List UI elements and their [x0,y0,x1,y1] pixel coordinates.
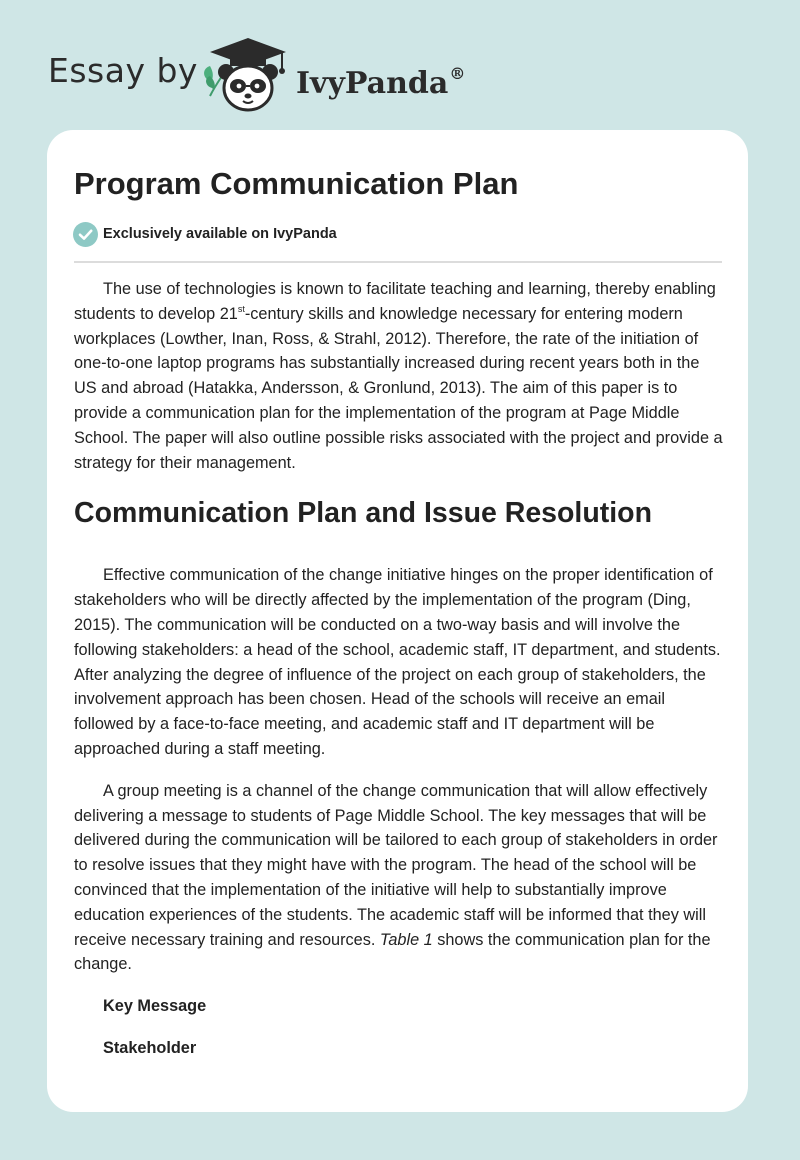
stakeholder-label: Stakeholder [103,1039,197,1058]
key-messages-paragraph [74,779,724,977]
article-body [74,277,724,1060]
brand-name: IvyPanda [296,66,449,101]
page-title: Program Communication Plan [74,166,519,201]
stakeholders-paragraph: Effective communication of the change initiative hinges on the proper identification of stakeholders who will be directly affected by the implementation of the program (Ding, 2015). The communication will be conducted on a two-way basis and will involve the following stakeholders: a head of the school, academic staff, IT department, and students. After analyzing the degree of influence of the project on each group of stakeholders, the involvement approach has been chosen. Head of the schools will receive an email followed by a face-to-face meeting, and academic staff and IT department will be approached during a staff meeting. [74,566,721,758]
check-circle-icon [73,222,98,247]
essay-by-label: Essay by [48,51,198,90]
brand-logo-text[interactable] [296,52,465,106]
key-messages-text-part1: A group meeting is a channel of the change communication that will allow effectively delivering a message to students of Page Middle School. The key messages that will be delivered during the communication will be tailored to each group of stakeholders in order to resolve issues that they might have with the program. The head of the school will be convinced that the implementation of the initiative will help to substantially improve education experiences of the students. The academic staff will be informed that they will receive necessary training and resources. [74,781,718,949]
intro-paragraph [74,277,724,475]
key-messages-text-part2: shows the communication plan for the change. [74,930,711,974]
exclusive-badge-label: Exclusively available on IvyPanda [103,226,337,242]
panda-graduate-icon[interactable] [200,36,296,114]
section-heading: Communication Plan and Issue Resolution [74,497,652,530]
intro-superscript: st [237,303,245,314]
table-reference: Table 1 [379,930,433,949]
title-divider [74,261,722,263]
registered-mark: ® [449,64,466,83]
article-card [47,130,748,1112]
intro-text-part1: The use of technologies is known to facilitate teaching and learning, thereby enabling students to develop 21 [74,280,716,323]
site-header [0,0,800,130]
exclusive-badge [73,221,337,247]
key-message-label: Key Message [103,997,207,1016]
intro-text-part2: -century skills and knowledge necessary for entering modern workplaces (Lowther, Inan, Ross, & Strahl, 2012). Therefore, the rate of the initiation of one-to-one laptop programs has substantially increased during recent years both in the US and abroad (Hatakka, Andersson, & Gronlund, 2013). The aim of this paper is to provide a communication plan for the implementation of the program at Page Middle School. The paper will also outline possible risks associated with the project and provide a strategy for their management. [74,304,723,472]
